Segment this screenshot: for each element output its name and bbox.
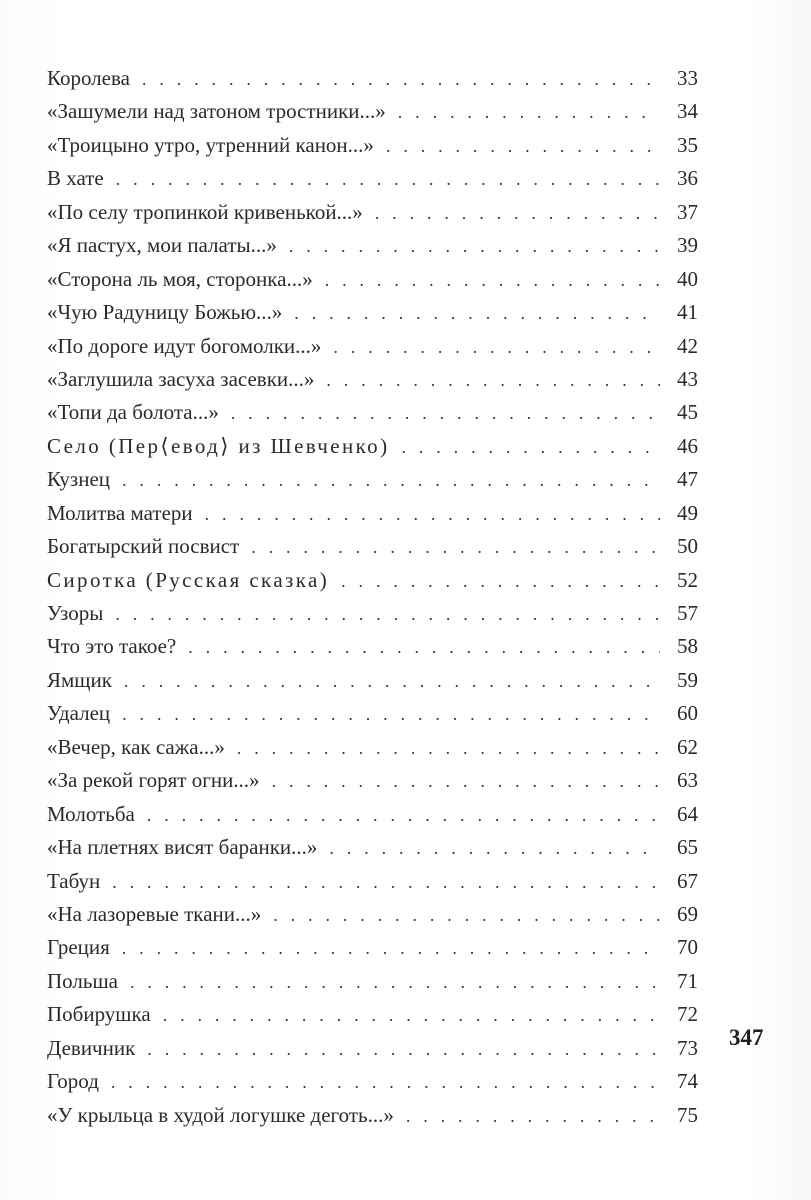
toc-entry xyxy=(47,497,698,530)
toc-entry-page: 34 xyxy=(677,99,698,124)
dot-leader xyxy=(122,464,660,497)
dot-leader xyxy=(289,230,660,263)
toc-entry xyxy=(47,296,698,329)
page-number: 347 xyxy=(729,1025,764,1050)
toc-entry-title: Богатырский посвист xyxy=(47,534,240,559)
dot-leader xyxy=(375,197,660,230)
toc-entry-page: 35 xyxy=(677,132,698,157)
dot-leader xyxy=(231,397,660,430)
toc-entry-title: Что это такое? xyxy=(47,634,177,659)
toc-entry-title: «Сторона ль моя, сторонка...» xyxy=(47,266,313,291)
toc-entry xyxy=(47,931,698,964)
dot-leader xyxy=(333,331,660,364)
toc-entry-title: В хате xyxy=(47,166,104,191)
toc-entry-title: «Чую Радуницу Божью...» xyxy=(47,300,283,325)
toc-entry-page: 62 xyxy=(677,734,698,759)
toc-entry xyxy=(47,62,698,95)
toc-entry xyxy=(47,95,698,128)
toc-entry-title: Греция xyxy=(47,935,110,960)
toc-entry xyxy=(47,564,698,597)
toc-entry xyxy=(47,129,698,162)
toc-entry xyxy=(47,330,698,363)
toc-entry-page: 57 xyxy=(677,601,698,625)
toc-entry xyxy=(47,597,698,630)
toc-entry-page: 45 xyxy=(677,400,698,425)
toc-entry xyxy=(47,731,698,764)
toc-entry-page: 50 xyxy=(677,534,698,559)
toc-entry-title: «На плетнях висят баранки...» xyxy=(47,835,318,860)
dot-leader xyxy=(205,498,660,531)
toc-entry-page: 41 xyxy=(677,300,698,325)
toc-entry-title: Побирушка xyxy=(47,1002,151,1027)
dot-leader xyxy=(329,832,660,865)
toc-entry-title: Табун xyxy=(47,868,101,893)
toc-entry xyxy=(47,965,698,998)
toc-entry-title: Девичник xyxy=(47,1035,136,1060)
dot-leader xyxy=(341,565,660,598)
dot-leader xyxy=(188,631,660,664)
toc-entry-title: Польша xyxy=(47,968,118,993)
toc-entry xyxy=(47,764,698,797)
toc-entry-page: 47 xyxy=(677,467,698,492)
toc-entry xyxy=(47,798,698,831)
toc-entry xyxy=(47,463,698,496)
toc-entry-title: «За рекой горят огни...» xyxy=(47,768,260,793)
toc-entry xyxy=(47,162,698,195)
dot-leader xyxy=(147,1033,660,1066)
toc-entry-page: 40 xyxy=(677,266,698,291)
dot-leader xyxy=(398,96,660,129)
dot-leader xyxy=(386,130,660,163)
dot-leader xyxy=(294,297,660,330)
toc-entry xyxy=(47,1032,698,1065)
toc-entry-title: Королева xyxy=(47,66,130,90)
dot-leader xyxy=(147,799,660,832)
dot-leader xyxy=(116,163,660,196)
dot-leader xyxy=(273,899,660,932)
dot-leader xyxy=(163,999,660,1032)
toc-entry-title: «По дороге идут богомолки...» xyxy=(47,333,322,358)
toc-entry-title: «Я пастух, мои палаты...» xyxy=(47,233,277,258)
toc-entry-page: 67 xyxy=(677,868,698,893)
dot-leader xyxy=(142,63,660,96)
toc-entry-title: Удалец xyxy=(47,701,111,726)
dot-leader xyxy=(112,866,660,899)
toc-entry-title: Село (Пер⟨евод⟩ из Шевченко) xyxy=(47,433,390,458)
toc-entry-title: «Троицыно утро, утренний канон...» xyxy=(47,132,374,157)
toc-entry-page: 74 xyxy=(677,1069,698,1094)
toc-entry xyxy=(47,396,698,429)
toc-entry-title: «По селу тропинкой кривенькой...» xyxy=(47,199,363,224)
toc-entry-title: Кузнец xyxy=(47,467,111,492)
toc-entry-title: «На лазоревые ткани...» xyxy=(47,901,262,926)
toc-entry xyxy=(47,865,698,898)
toc-entry-title: «У крыльца в худой логушке деготь...» xyxy=(47,1102,394,1127)
toc-entry xyxy=(47,1065,698,1098)
toc-entry-title: «Вечер, как сажа...» xyxy=(47,734,225,759)
toc-entry-page: 59 xyxy=(677,667,698,692)
toc-entry-title: Город xyxy=(47,1069,99,1094)
toc-entry-page: 52 xyxy=(677,567,698,592)
toc-entry xyxy=(47,630,698,663)
toc-entry-page: 69 xyxy=(677,901,698,926)
toc-entry-page: 33 xyxy=(677,66,698,90)
toc-entry-page: 36 xyxy=(677,166,698,191)
toc-entry xyxy=(47,430,698,463)
toc-entry-title: Сиротка (Русская сказка) xyxy=(47,567,330,592)
toc-entry xyxy=(47,898,698,931)
toc-entry xyxy=(47,363,698,396)
dot-leader xyxy=(122,698,660,731)
toc-entry-page: 58 xyxy=(677,634,698,659)
toc-entry-page: 73 xyxy=(677,1035,698,1060)
dot-leader xyxy=(325,264,660,297)
toc-entry-page: 43 xyxy=(677,366,698,391)
toc-entry-title: Молотьба xyxy=(47,801,135,826)
toc-entry xyxy=(47,530,698,563)
dot-leader xyxy=(272,765,660,798)
toc-entry xyxy=(47,697,698,730)
toc-entry xyxy=(47,1099,698,1132)
toc-entry xyxy=(47,998,698,1031)
dot-leader xyxy=(406,1100,660,1133)
toc-entry-page: 71 xyxy=(677,968,698,993)
toc-entry-page: 42 xyxy=(677,333,698,358)
dot-leader xyxy=(237,732,660,765)
toc-entry-page: 70 xyxy=(677,935,698,960)
toc-entry-page: 46 xyxy=(677,433,698,458)
toc-entry-page: 72 xyxy=(677,1002,698,1027)
toc-entry-page: 65 xyxy=(677,835,698,860)
toc-entry-page: 49 xyxy=(677,500,698,525)
dot-leader xyxy=(115,598,660,631)
toc-entry xyxy=(47,664,698,697)
toc-entry-page: 60 xyxy=(677,701,698,726)
toc-entry-page: 75 xyxy=(677,1102,698,1127)
toc-entry xyxy=(47,196,698,229)
toc-entry-page: 63 xyxy=(677,768,698,793)
toc-entry-page: 37 xyxy=(677,199,698,224)
dot-leader xyxy=(326,364,660,397)
dot-leader xyxy=(122,932,660,965)
toc-entry xyxy=(47,831,698,864)
dot-leader xyxy=(111,1066,660,1099)
toc-entry-page: 39 xyxy=(677,233,698,258)
dot-leader xyxy=(124,665,660,698)
table-of-contents xyxy=(47,62,698,1132)
dot-leader xyxy=(130,966,660,999)
dot-leader xyxy=(401,431,660,464)
toc-entry xyxy=(47,229,698,262)
toc-entry-title: «Топи да болота...» xyxy=(47,400,219,425)
toc-entry-title: Ямщик xyxy=(47,667,112,692)
toc-entry-title: «Заглушила засуха засевки...» xyxy=(47,366,315,391)
toc-entry-title: Узоры xyxy=(47,601,104,625)
toc-entry-page: 64 xyxy=(677,801,698,826)
toc-entry-title: Молитва матери xyxy=(47,500,193,525)
toc-entry xyxy=(47,263,698,296)
dot-leader xyxy=(251,531,660,564)
toc-entry-title: «Зашумели над затоном тростники...» xyxy=(47,99,386,124)
